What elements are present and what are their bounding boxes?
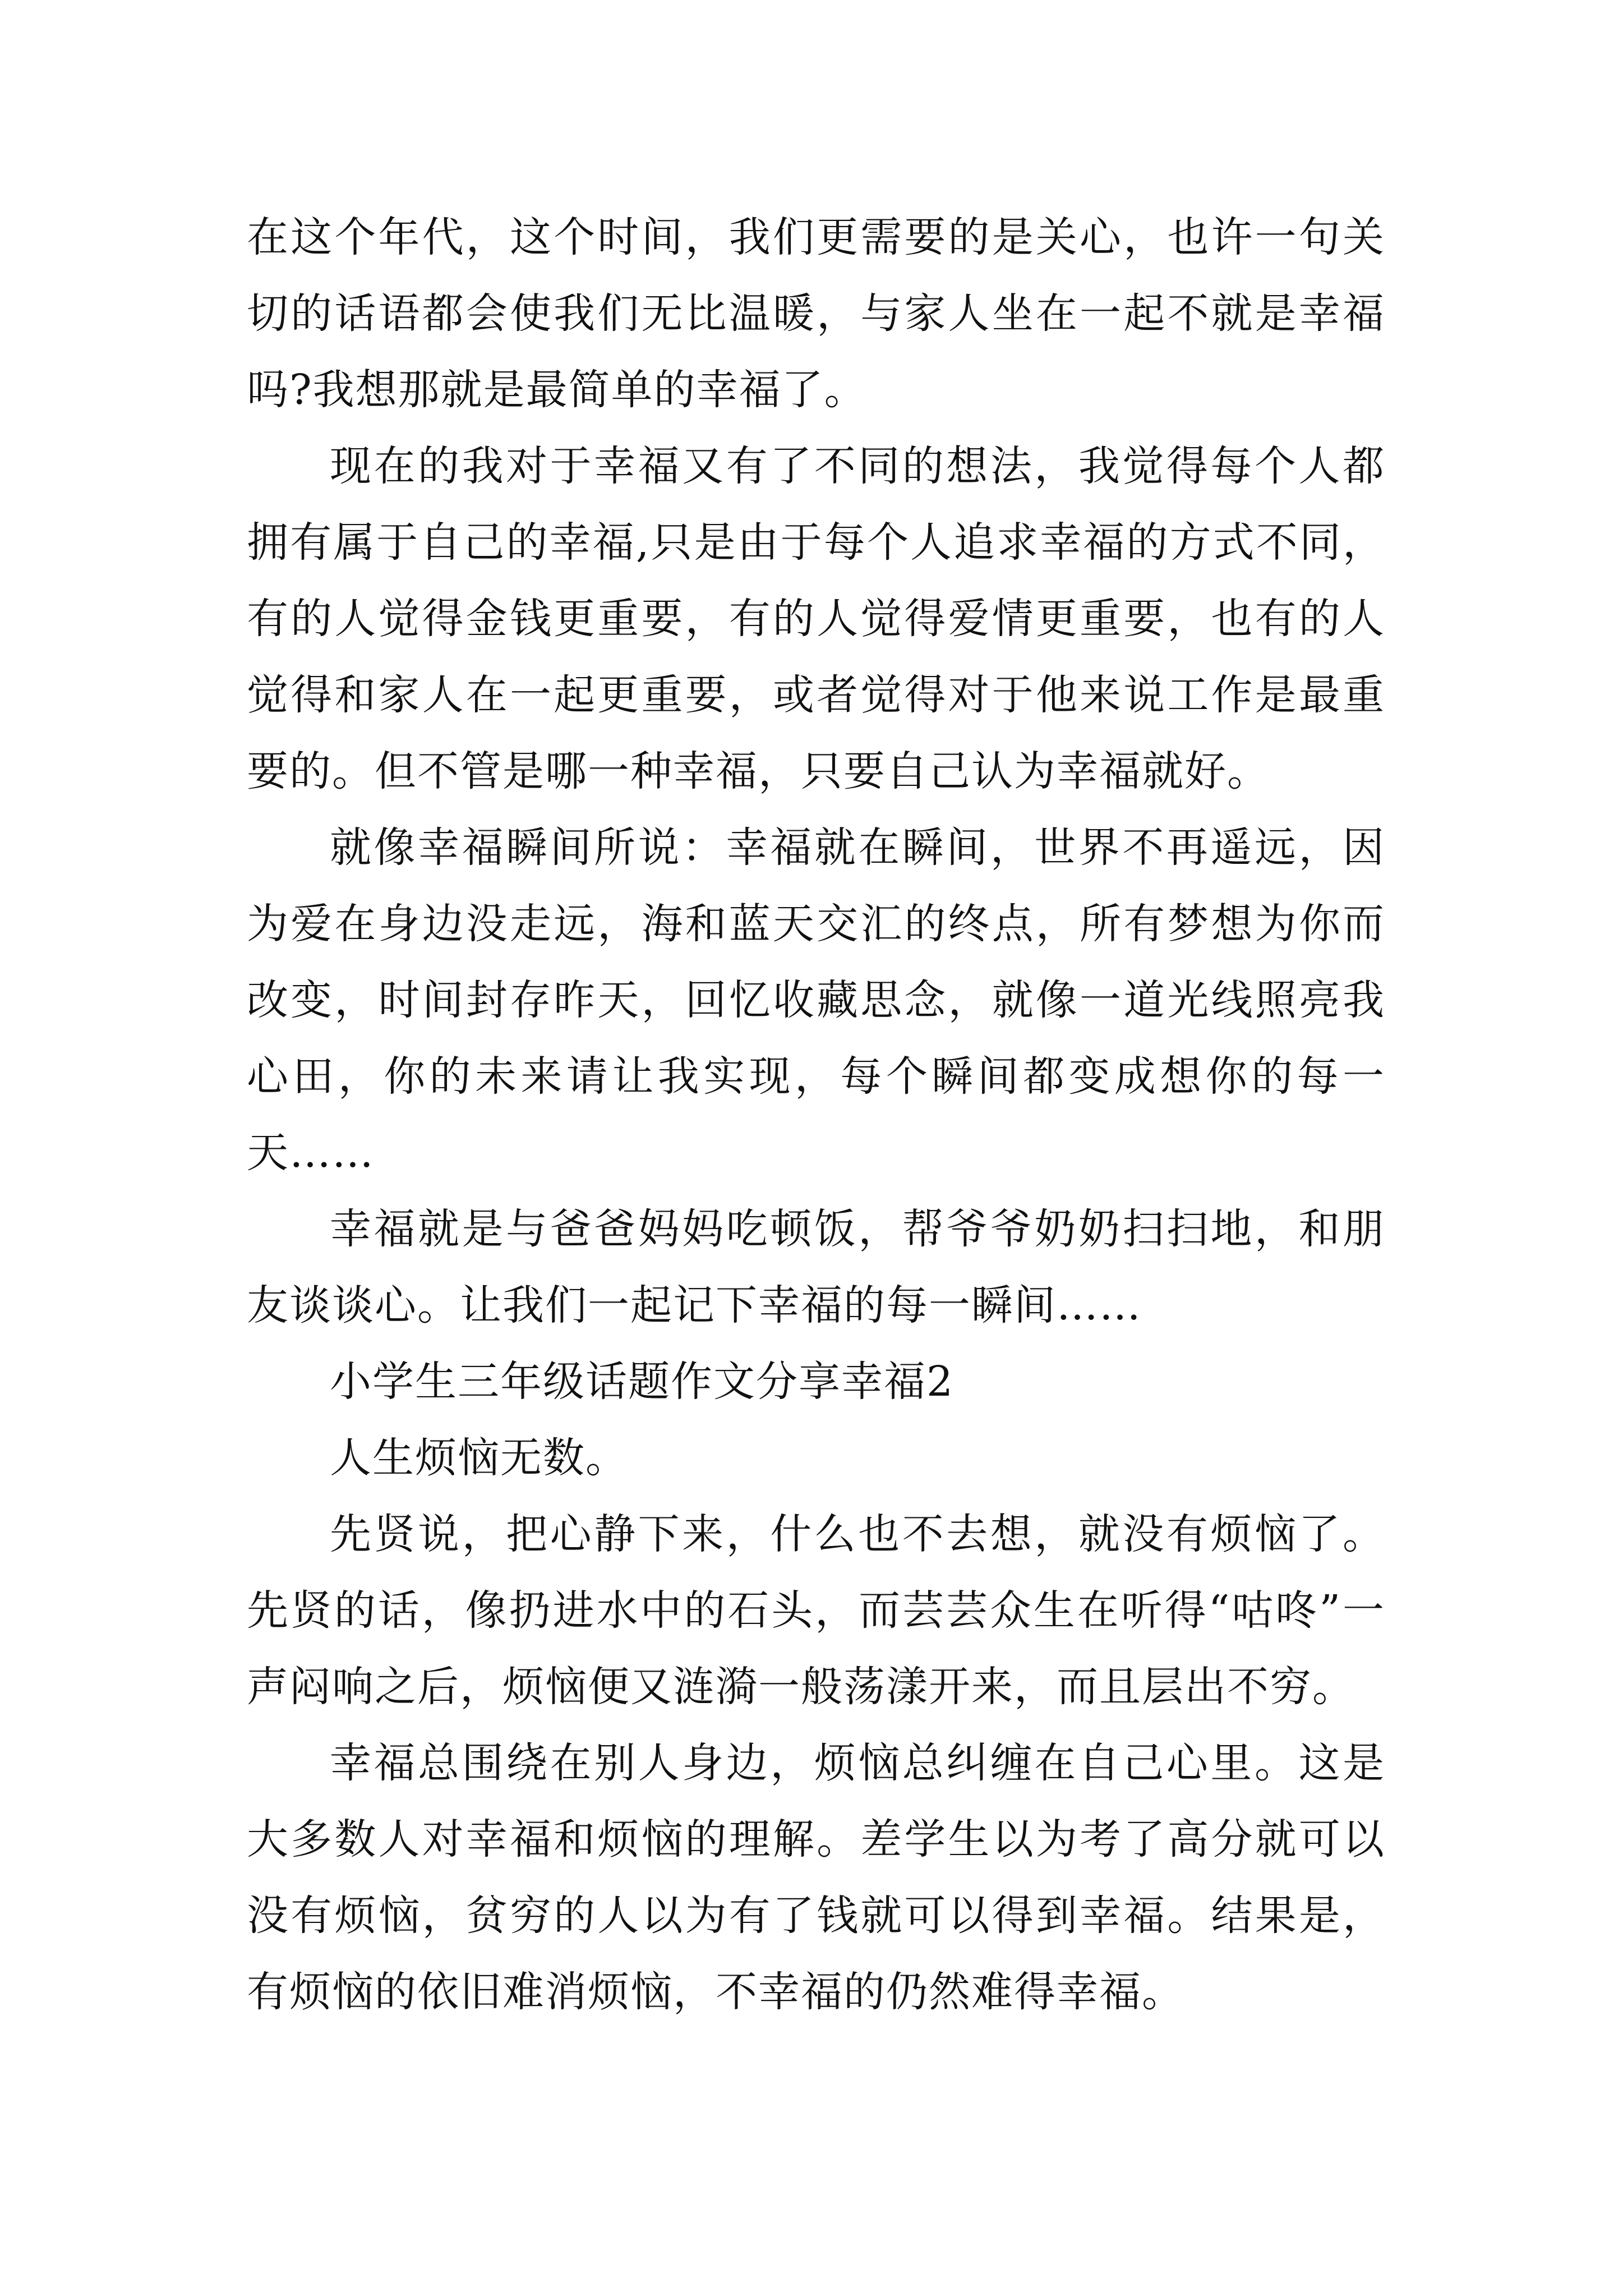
essay-title: 小学生三年级话题作文分享幸福2 — [330, 1358, 955, 1406]
document-body — [247, 199, 1385, 2030]
paragraph-6: 先贤说，把心静下来，什么也不去想，就没有烦恼了。先贤的话，像扔进水中的石头，而芸芸众生在听得“咕咚”一声闷响之后，烦恼便又涟漪一般荡漾开来，而且层出不穷。 — [247, 1510, 1385, 1711]
paragraph-1: 在这个年代，这个时间，我们更需要的是关心，也许一句关切的话语都会使我们无比温暖，与家人坐在一起不就是幸福吗?我想那就是最简单的幸福了。 — [247, 213, 1385, 414]
paragraph-4: 幸福就是与爸爸妈妈吃顿饭，帮爷爷奶奶扫扫地，和朋友谈谈心。让我们一起记下幸福的每一瞬间…… — [247, 1205, 1385, 1329]
paragraph-7: 幸福总围绕在别人身边，烦恼总纠缠在自己心里。这是大多数人对幸福和烦恼的理解。差学生以为考了高分就可以没有烦恼，贫穷的人以为有了钱就可以得到幸福。结果是，有烦恼的依旧难消烦恼，不幸福的仍然难得幸福。 — [247, 1739, 1385, 2016]
paragraph-3: 就像幸福瞬间所说：幸福就在瞬间，世界不再遥远，因为爱在身边没走远，海和蓝天交汇的终点，所有梦想为你而改变，时间封存昨天，回忆收藏思念，就像一道光线照亮我心田，你的未来请让我实现，每个瞬间都变成想你的每一天…… — [247, 823, 1385, 1177]
paragraph-5: 人生烦恼无数。 — [330, 1434, 628, 1482]
paragraph-2: 现在的我对于幸福又有了不同的想法，我觉得每个人都拥有属于自己的幸福,只是由于每个人追求幸福的方式不同，有的人觉得金钱更重要，有的人觉得爱情更重要，也有的人觉得和家人在一起更重要，或者觉得对于他来说工作是最重要的。但不管是哪一种幸福，只要自己认为幸福就好。 — [247, 442, 1385, 795]
